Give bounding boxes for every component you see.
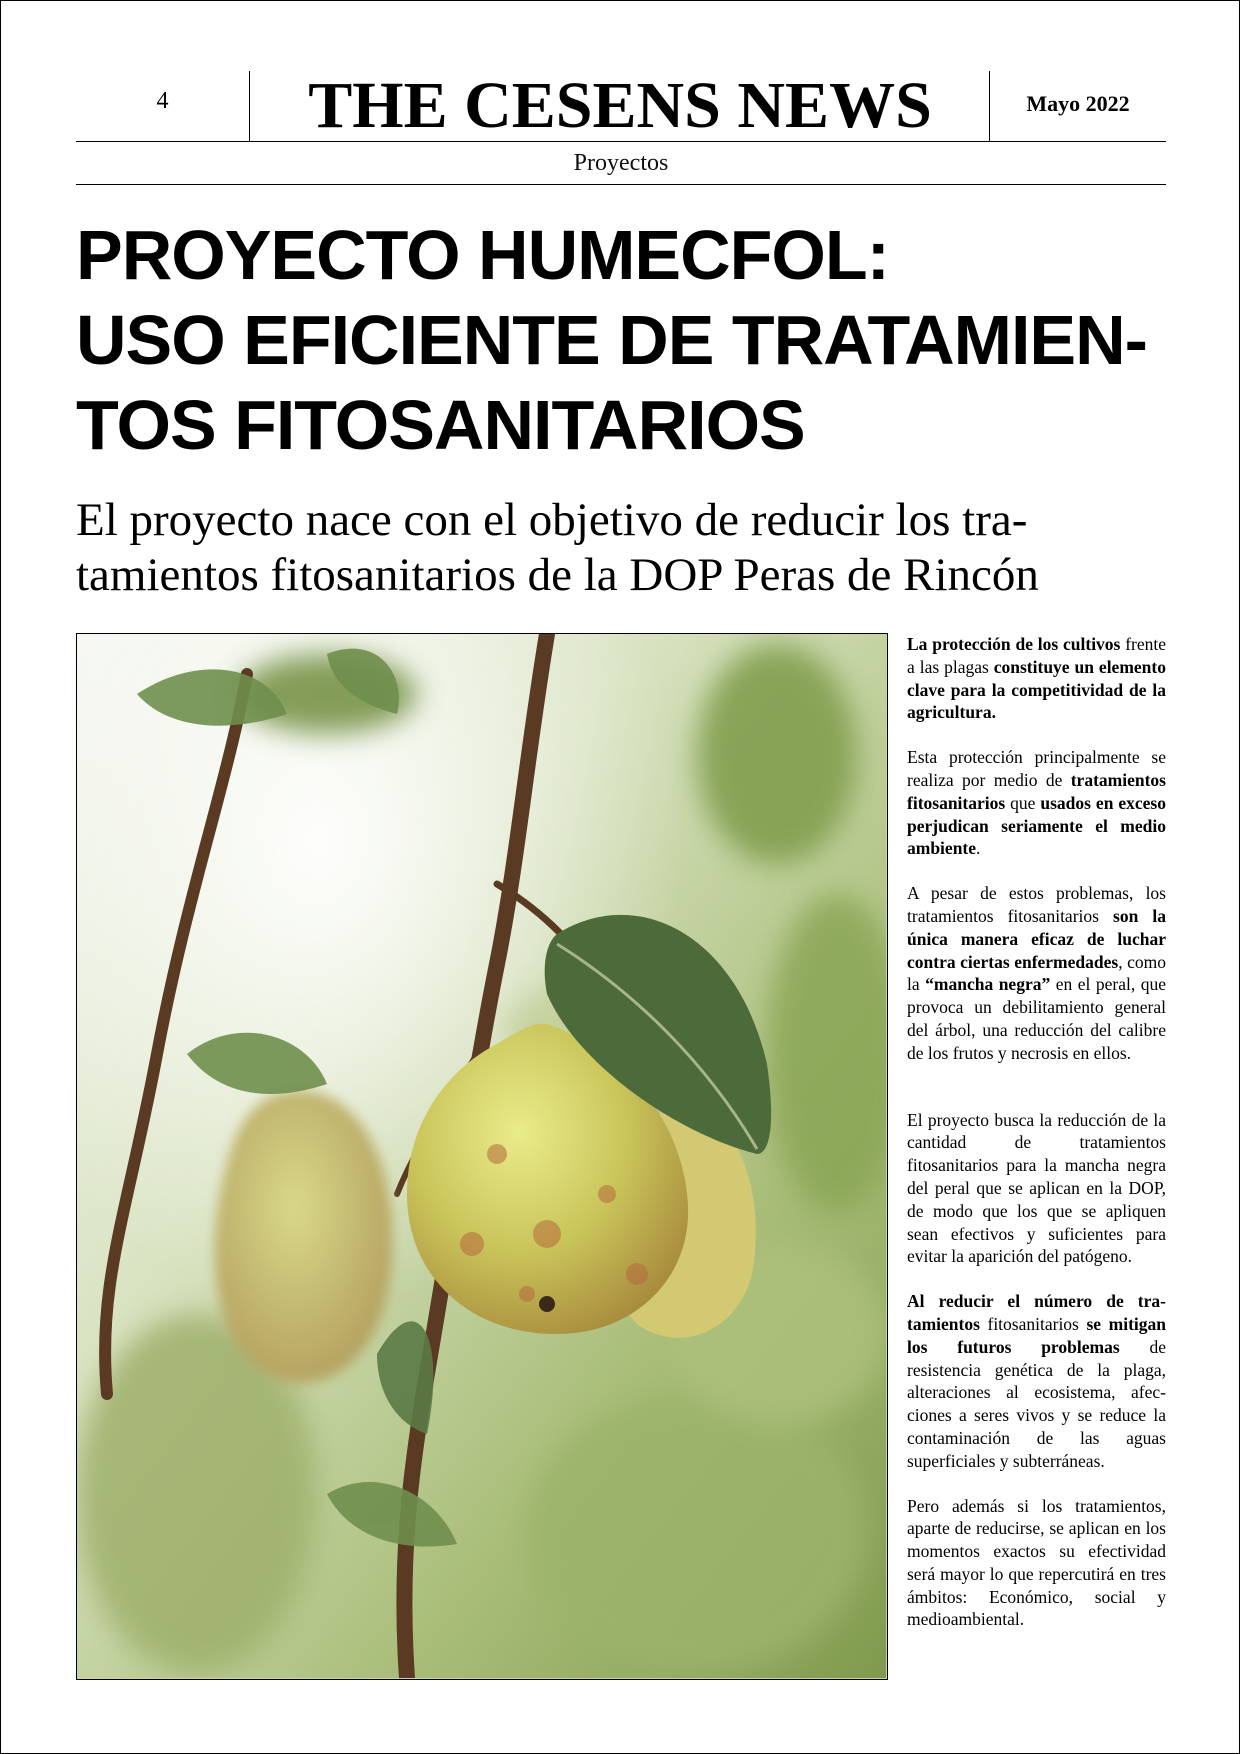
pear-photo <box>76 633 888 1680</box>
headline-line: PROYECTO HUMECFOL: <box>76 216 889 294</box>
headline-line: USO EFICIENTE DE TRATAMIEN- <box>76 301 1147 379</box>
text-run: A pesar de estos problemas, los tratamientos fitosanitarios <box>907 883 1166 926</box>
text-run: de resistencia genética de la plaga, alteraciones al ecosistema, afecciones a seres vivos y se reduce la contaminación de las aguas superficiales y subterráneas. <box>907 1336 1166 1471</box>
text-run: , como la <box>907 951 1166 995</box>
text-run: en el peral, que provoca un debilitamiento general del árbol, una reducción del calibre de los frutos y necrosis en ellos. <box>907 974 1167 1063</box>
text-run: frente a las plagas <box>907 634 1166 677</box>
bold-text: son la única manera eficaz de luchar contra ciertas enfermedades <box>907 905 1167 972</box>
article-paragraph <box>907 746 1166 860</box>
newspaper-title: THE CESENS NEWS <box>308 69 932 142</box>
subhead-line: El proyecto nace con el objetivo de reducir los tra- <box>76 494 1028 546</box>
bold-text: tratamientos fitosanitarios <box>907 769 1166 813</box>
masthead <box>76 71 1166 142</box>
article-paragraph <box>907 882 1166 1064</box>
text-run: Pero además si los tratamientos, aparte de reducirse, se aplican en los momentos exactos su efectividad será mayor lo que repercutirá en tres ámbitos: Económico, social y medioambiental. <box>907 1495 1166 1630</box>
bold-text: Al reducir el número de tratamientos <box>907 1291 1166 1334</box>
issue-date: Mayo 2022 <box>989 71 1166 141</box>
headline-line: TOS FITOSANITARIOS <box>76 386 805 464</box>
bold-text: se mitigan los futuros problemas <box>907 1313 1166 1357</box>
article-paragraph <box>907 1109 1166 1269</box>
bold-text: constituye un elemento clave para la competitividad de la agricultura. <box>907 656 1166 723</box>
text-run: que <box>1005 792 1041 813</box>
section-label: Proyectos <box>76 143 1166 185</box>
article-paragraph <box>907 1495 1166 1632</box>
subhead-line: tamientos fitosanitarios de la DOP Peras de Rincón <box>76 549 1039 601</box>
text-run: . <box>976 838 981 859</box>
article-headline <box>76 213 1176 468</box>
text-run: El proyecto busca la reducción de la cantidad de tratamientos fitosanitarios para la mancha negra del peral que se aplican en la DOP, de modo que los que se apliquen sean efectivos y suficientes para evitar la aparición del patógeno. <box>907 1109 1166 1267</box>
article-paragraph <box>907 633 1166 724</box>
article-body <box>907 633 1166 1653</box>
article-paragraph <box>907 1290 1166 1472</box>
article-subheadline <box>76 493 1176 603</box>
text-run: Esta protección principalmente se realiza por medio de <box>907 747 1166 790</box>
text-run: fitosanitarios <box>979 1313 1087 1334</box>
bold-text: usados en exceso perjudican seriamente el medio ambiente <box>907 792 1166 859</box>
bold-text: La protección de los cultivos <box>907 634 1121 654</box>
page-number: 4 <box>76 71 250 141</box>
bold-text: “mancha negra” <box>925 974 1051 995</box>
